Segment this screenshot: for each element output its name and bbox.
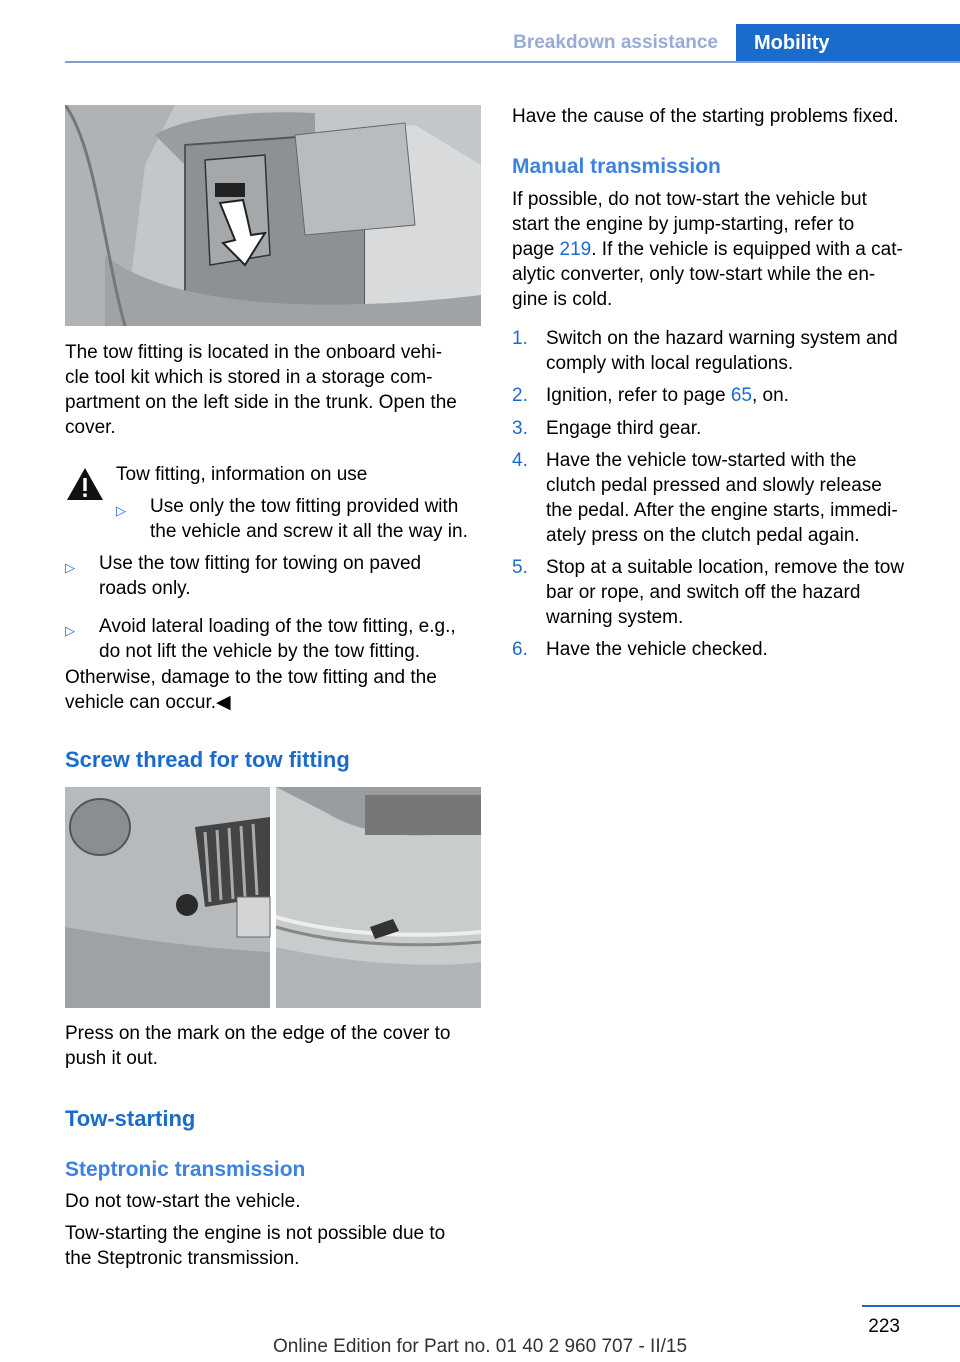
bullet-triangle-icon: ▷ — [116, 503, 126, 518]
warning-triangle-icon — [65, 466, 105, 502]
page-link-65[interactable]: 65 — [730, 385, 752, 406]
steptronic-reason-paragraph: Tow-starting the engine is not possible due to the Steptronic transmission. — [65, 1223, 446, 1269]
bullet-triangle-icon: ▷ — [65, 623, 75, 638]
trunk-tool-kit-image — [65, 105, 481, 326]
manual-transmission-paragraph: If possible, do not tow-start the vehicle but start the engine by jump-starting, refer to page 219. If the vehicle is equipped with a cat‐ alytic converter, only tow-start while the en‐ gine is cold. — [512, 189, 903, 310]
steptronic-paragraph: Do not tow-start the vehicle. — [65, 1191, 301, 1212]
heading-screw-thread: Screw thread for tow fitting — [65, 747, 350, 772]
page-number-rule — [862, 1305, 960, 1307]
heading-manual-transmission: Manual transmission — [512, 155, 721, 178]
bullet-triangle-icon: ▷ — [65, 560, 75, 575]
edition-footer: Online Edition for Part no. 01 40 2 960 707 - II/15 — [272, 1336, 688, 1357]
page-link-219[interactable]: 219 — [559, 239, 592, 260]
tow-fitting-location-paragraph: The tow fitting is located in the onboard vehi‐ cle tool kit which is stored in a storage com‐ partment on the left side in the trunk. Open the cover. — [65, 342, 457, 438]
header-chapter-tab[interactable]: Mobility — [736, 24, 960, 62]
header-rule — [65, 61, 960, 63]
warning-title: Tow fitting, information on use — [116, 464, 368, 485]
press-mark-paragraph: Press on the mark on the edge of the cover to push it out. — [65, 1023, 451, 1069]
cause-paragraph: Have the cause of the starting problems fixed. — [512, 106, 899, 127]
heading-tow-starting: Tow-starting — [65, 1106, 196, 1131]
page-number: 223 — [868, 1316, 900, 1337]
screw-thread-cover-image — [65, 787, 481, 1008]
warning-consequence-paragraph: Otherwise, damage to the tow fitting and the vehicle can occur.◀ — [65, 667, 437, 713]
heading-steptronic: Steptronic transmission — [65, 1158, 306, 1181]
header-section-title: Breakdown assistance — [513, 32, 718, 53]
